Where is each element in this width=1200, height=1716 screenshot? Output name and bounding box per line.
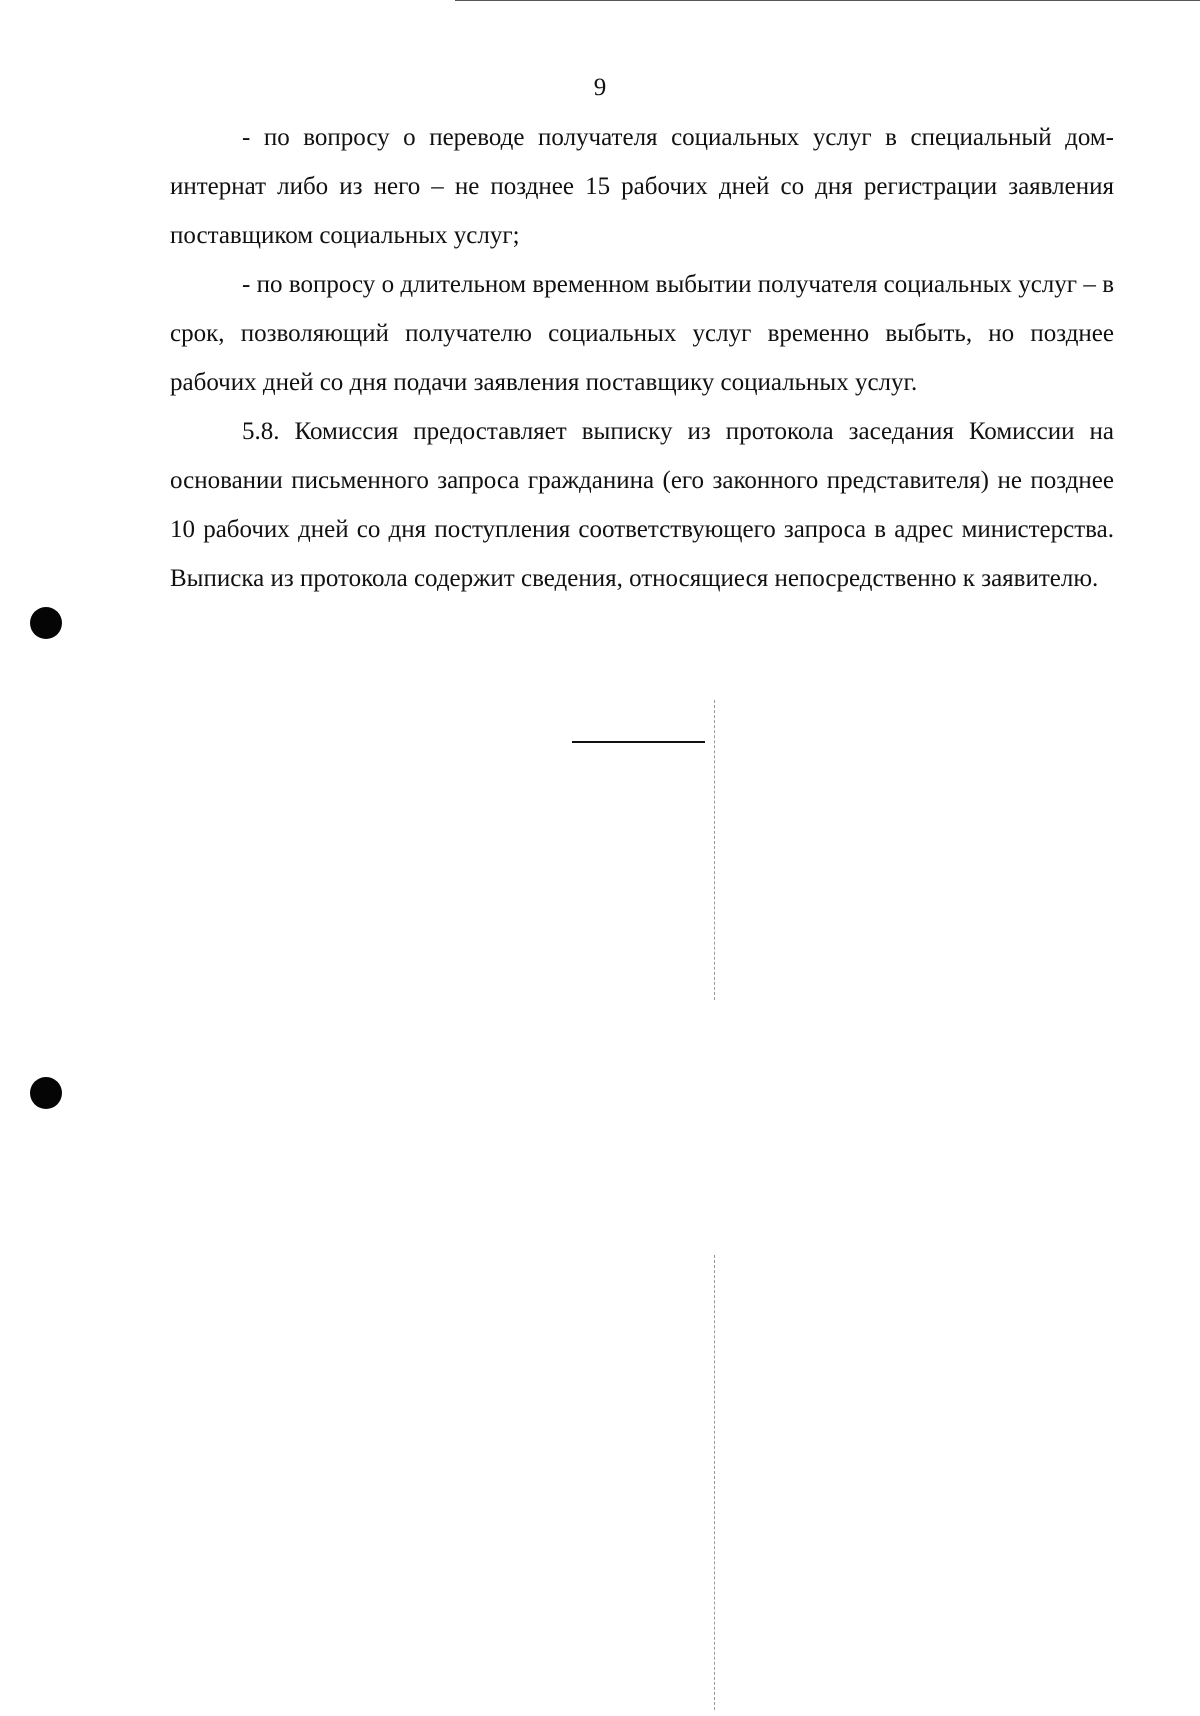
punch-hole-bottom [30,1077,62,1109]
scan-fold-line-lower [714,1255,715,1710]
end-of-text-rule [572,741,705,743]
punch-hole-top [30,607,62,639]
top-edge-rule [455,0,1200,1]
scan-fold-line-upper [714,700,715,1000]
body-text [170,113,1114,603]
paragraph-protocol-extract: 5.8. Комиссия предоставляет выписку из протокола заседания Комиссии на основании письменного запроса гражданина (его законного представителя) не позднее 10 рабочих дней со дня поступления соответствующего запроса в адрес министерства. Выписка из протокола содержит сведения, относящиеся непосредственно к заявителю. [170,418,1114,592]
paragraph-temporary-leave-deadline: - по вопросу о длительном временном выбытии получателя социальных услуг – в срок, позволяющий получателю социальных услуг временно выбыть, но позднее рабочих дней со дня подачи заявления поставщику социальных услуг. [170,271,1114,396]
page-number: 9 [593,74,607,101]
paragraph-transfer-deadline: - по вопросу о переводе получателя социальных услуг в специальный дом-интернат либо из него – не позднее 15 рабочих дней со дня регистрации заявления поставщиком социальных услуг; [170,124,1114,249]
